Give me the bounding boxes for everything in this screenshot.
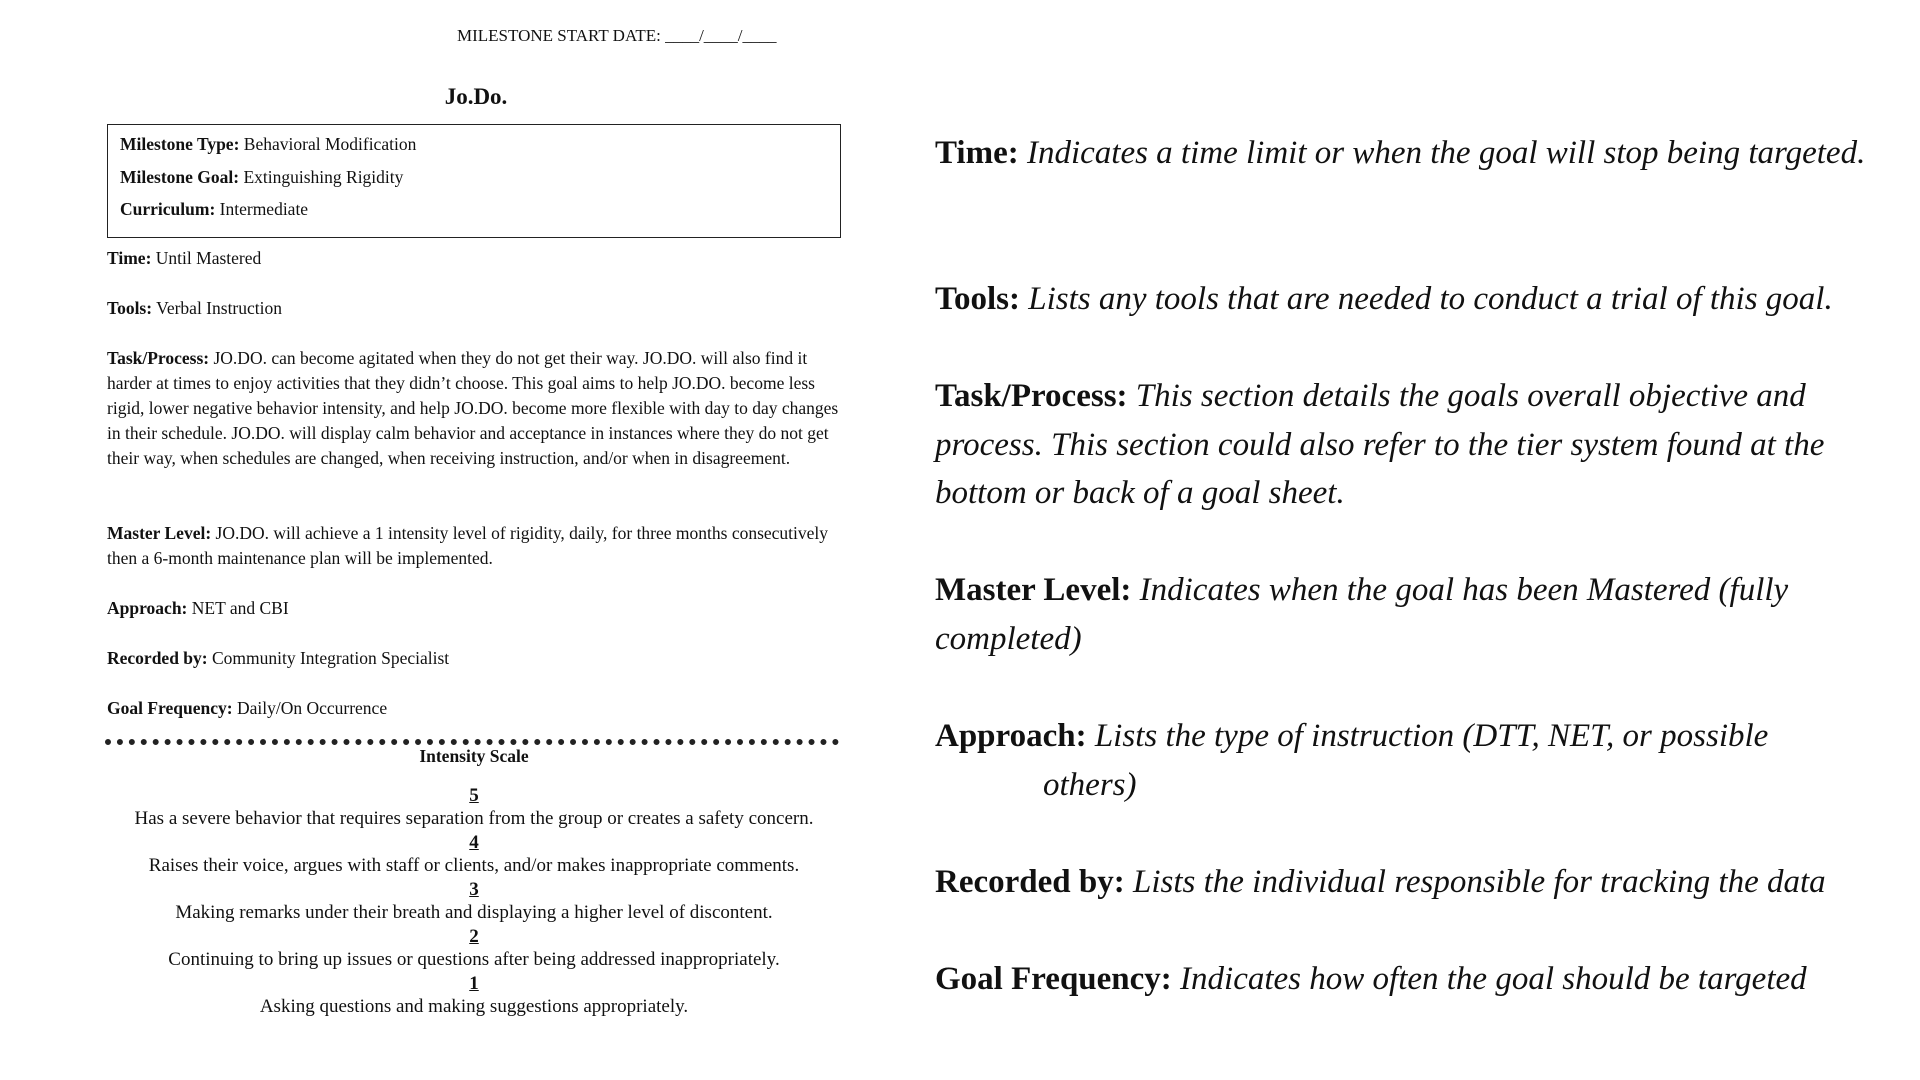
recorded-by-label: Recorded by: [107,648,208,668]
legend-approach [935,712,1895,809]
intensity-level-number: 2 [469,926,479,947]
intensity-level-number: 5 [469,785,479,806]
milestone-goal-row [120,166,828,199]
legend-time [935,129,1895,178]
master-level-value: JO.DO. will achieve a 1 intensity level of rigidity, daily, for three months consecutively then a 6-month maintenance plan will be implemented. [107,523,829,568]
legend-tools [935,275,1895,324]
legend-master-level-label: Master Level: [935,572,1132,608]
milestone-info-box [107,124,841,238]
milestone-type-label: Milestone Type: [120,134,240,154]
tools-label: Tools: [107,298,153,318]
approach-field [107,596,845,621]
curriculum-value: Intermediate [215,199,309,219]
task-process-field [107,346,845,471]
legend-approach-text-continued: others) [1043,766,1137,803]
legend-recorded-by-label: Recorded by: [935,864,1125,900]
time-label: Time: [107,248,152,268]
tools-field [107,296,845,321]
intensity-level-description: Continuing to bring up issues or questions after being addressed inappropriately. [168,949,780,970]
legend-master-level-text: Indicates when the goal has been Mastered (fully completed) [935,572,1789,657]
legend-task-process-text: This section details the goals overall objective and process. This section could also refer to the tier system found at the bottom or back of a goal sheet. [935,378,1825,511]
legend-task-process-label: Task/Process: [935,378,1128,414]
legend-time-label: Time: [935,135,1019,171]
intensity-scale [107,744,841,1019]
milestone-goal-value: Extinguishing Rigidity [239,166,404,187]
milestone-type-value: Behavioral Modification [239,134,417,154]
intensity-level-number: 4 [469,832,479,853]
goal-frequency-label: Goal Frequency: [107,698,233,718]
legend-recorded-by-text: Lists the individual responsible for tracking the data [1124,864,1826,900]
task-process-label: Task/Process: [107,348,210,368]
intensity-level-number: 1 [469,973,479,994]
milestone-goal-label: Milestone Goal: [120,166,240,187]
intensity-scale-title: Intensity Scale [419,746,529,766]
intensity-level-number: 3 [469,879,479,900]
goal-frequency-field [107,696,845,721]
task-process-value: JO.DO. can become agitated when they do not get their way. JO.DO. will also find it harder at times to enjoy activities that they didn’t choose. This goal aims to help JO.DO. become less rigid, lower negative behavior intensity, and help JO.DO. become more flexible with day to day changes in their schedule. JO.DO. will display calm behavior and acceptance in instances where they do not get their way, when schedules are changed, when receiving instruction, and/or when in disagreement. [107,348,839,468]
curriculum-label: Curriculum: [120,199,216,219]
legend-approach-label: Approach: [935,718,1087,754]
curriculum-row [120,198,828,231]
intensity-level-description: Asking questions and making suggestions appropriately. [259,996,689,1017]
legend-tools-text: Lists any tools that are needed to conduct a trial of this goal. [1019,281,1833,317]
time-value: Until Mastered [151,248,262,268]
legend-goal-frequency-label: Goal Frequency: [935,961,1172,997]
recorded-by-value: Community Integration Specialist [207,648,450,668]
legend-time-text: Indicates a time limit or when the goal will stop being targeted. [1018,135,1866,171]
legend-master-level [935,566,1895,663]
time-field [107,246,845,271]
intensity-level-description: Has a severe behavior that requires separation from the group or creates a safety concern. [134,808,814,829]
recorded-by-field [107,646,845,671]
milestone-type-row [120,133,828,166]
legend-tools-label: Tools: [935,281,1020,317]
approach-label: Approach: [107,598,188,618]
milestone-start-date: MILESTONE START DATE: ____/____/____ [457,26,777,45]
sheet-title: Jo.Do. [444,84,508,109]
tools-value: Verbal Instruction [152,298,283,318]
intensity-level-description: Raises their voice, argues with staff or clients, and/or makes inappropriate comments. [148,855,800,876]
approach-value: NET and CBI [187,598,289,618]
goal-frequency-value: Daily/On Occurrence [232,698,388,718]
legend-approach-text: Lists the type of instruction (DTT, NET, or possible [1086,718,1769,754]
intensity-level-description: Making remarks under their breath and displaying a higher level of discontent. [175,902,773,923]
legend-goal-frequency-text: Indicates how often the goal should be targeted [1171,961,1807,997]
master-level-field [107,521,845,571]
legend-recorded-by [935,858,1895,907]
legend-goal-frequency [935,955,1895,1004]
master-level-label: Master Level: [107,523,212,543]
legend-task-process [935,372,1895,518]
